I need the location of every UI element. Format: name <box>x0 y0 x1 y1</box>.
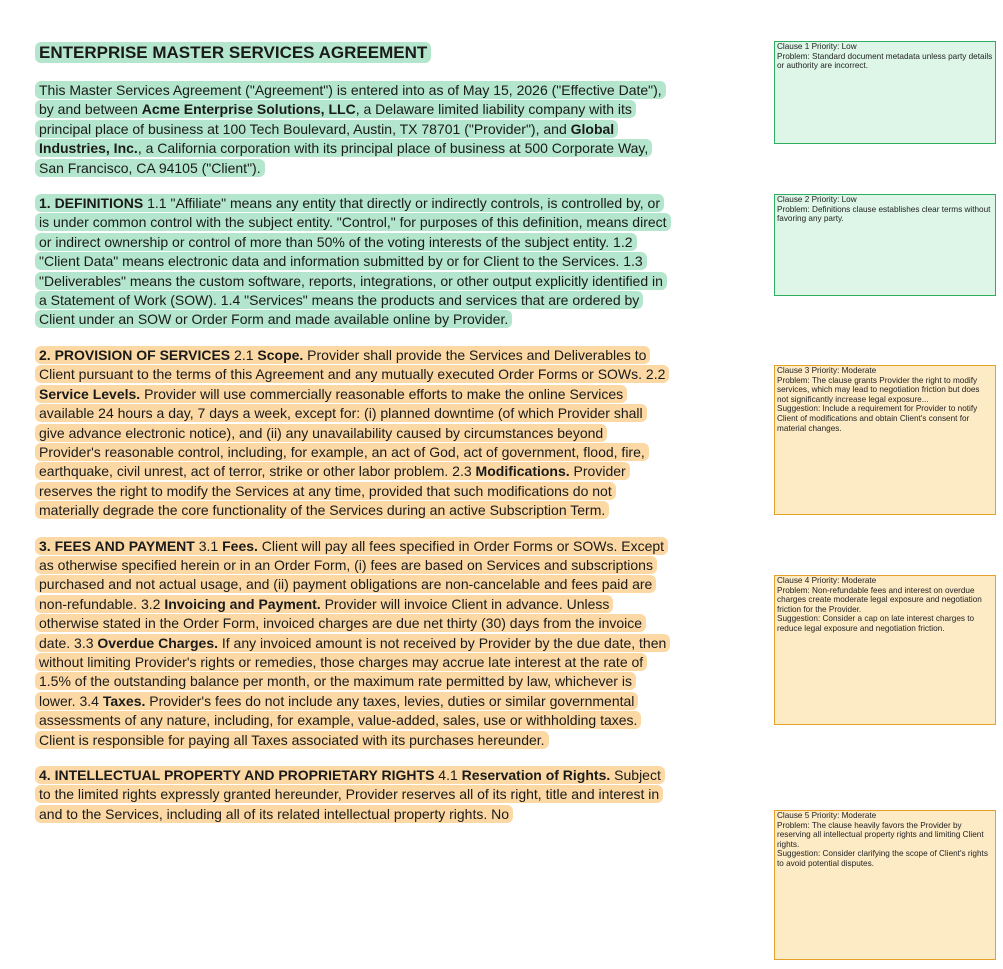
fees-heading: 3. FEES AND PAYMENT <box>39 537 195 554</box>
comment-card-clause-3[interactable] <box>774 365 996 515</box>
fees-text-5: Provider's fees do not include any taxes, levies, duties or similar governmental assessments of any nature, including, for example, value-added, sales, use or withholding taxes. Client is responsible for paying all Taxes associated with its purchases hereunder. <box>39 692 638 748</box>
clause-ip-text <box>35 766 665 823</box>
provider-name: Acme Enterprise Solutions, LLC <box>141 101 356 118</box>
comment-problem: Problem: Definitions clause establishes clear terms without favoring any party. <box>777 204 991 224</box>
fees-text-3: Provider will invoice Client in advance. Unless otherwise stated in the Order Form, invoiced charges are due net thirty (30) days from the invoice date. 3.3 <box>39 595 643 651</box>
fees-text-4: If any invoiced amount is not received by Provider by the due date, then without limiting Provider's rights or remedies, those charges may accrue late interest at the rate of 1.5% of the outstanding balance per month, or the maximum rate permitted by law, whichever is lower. 3.4 <box>39 634 667 709</box>
intro-text-1: This Master Services Agreement ("Agreement") is entered into as of May 15, 2026 ("Effective Date"), by and between <box>39 82 662 118</box>
clause-intro-text <box>35 81 666 177</box>
provision-text-2: Provider shall provide the Services and Deliverables to Client pursuant to the terms of this Agreement and any mutually executed Order Forms or SOWs. 2.2 <box>39 346 666 383</box>
scope-label: Scope. <box>257 346 304 363</box>
comment-card-clause-2[interactable] <box>774 194 996 296</box>
clause-definitions <box>35 194 667 330</box>
clause-provision-of-services <box>35 346 667 521</box>
clause-intro <box>35 81 667 178</box>
clause-provision-text <box>35 346 669 519</box>
comment-header: Clause 5 Priority: Moderate <box>777 811 877 820</box>
reservation-label: Reservation of Rights. <box>461 767 611 783</box>
fees-text-1: 3.1 <box>194 537 223 554</box>
comment-card-clause-4[interactable] <box>774 575 996 725</box>
taxes-label: Taxes. <box>102 692 146 709</box>
agreement-document <box>35 41 667 840</box>
clause-definitions-text <box>35 194 671 328</box>
comment-header: Clause 1 Priority: Low <box>777 42 857 51</box>
comment-header: Clause 4 Priority: Moderate <box>777 576 877 585</box>
provision-heading: 2. PROVISION OF SERVICES <box>39 346 231 363</box>
definitions-heading: 1. DEFINITIONS <box>39 195 144 212</box>
comment-header: Clause 3 Priority: Moderate <box>777 366 877 375</box>
comment-header: Clause 2 Priority: Low <box>777 195 857 204</box>
comment-problem: Problem: The clause grants Provider the right to modify services, which may lead to negotiation friction but does not significantly increase legal exposure... <box>777 375 980 404</box>
comment-suggestion: Suggestion: Consider clarifying the scope of Client's rights to avoid potential disputes. <box>777 849 988 868</box>
ip-text-2: Subject to the limited rights expressly granted hereunder, Provider reserves all of its right, title and interest in and to the Services, including all of its related intellectual property rights. No <box>39 767 661 822</box>
definitions-body: 1.1 "Affiliate" means any entity that directly or indirectly controls, is controlled by, or is under common control with the subject entity. "Control," for purposes of this definition, means direct or indirect ownership or control of more than 50% of the voting interests of the subject entity. 1.2 "Client Data" means electronic data and information submitted by or for Client to the Services. 1.3 "Deliverables" means the custom software, reports, integrations, or other output explicitly identified in a Statement of Work (SOW). 1.4 "Services" means the products and services that are ordered by Client under an SOW or Order Form and made available online by Provider. <box>39 195 667 328</box>
modifications-label: Modifications. <box>475 463 570 480</box>
comment-problem: Problem: Non-refundable fees and interest on overdue charges create moderate legal exposure and negotiation friction for the Provider. <box>777 585 982 614</box>
comment-problem: Problem: Standard document metadata unless party details or authority are incorrect. <box>777 51 993 71</box>
clause-fees-and-payment <box>35 537 667 750</box>
ip-text-1: 4.1 <box>434 767 462 783</box>
document-title <box>35 41 667 65</box>
ip-heading: 4. INTELLECTUAL PROPERTY AND PROPRIETARY RIGHTS <box>39 767 435 783</box>
client-name: Global Industries, Inc. <box>39 120 615 157</box>
title-text: ENTERPRISE MASTER SERVICES AGREEMENT <box>35 42 431 63</box>
invoicing-label: Invoicing and Payment. <box>164 595 321 612</box>
service-levels-label: Service Levels. <box>39 385 141 402</box>
fees-text-2: Client will pay all fees specified in Order Forms or SOWs. Except as otherwise specified herein or in an Order Form, (i) fees are based on Services and subscriptions purchased and not actual usage, and (ii) payment obligations are non-cancelable and fees paid are non-refundable. 3.2 <box>39 537 665 612</box>
provision-text-3: Provider will use commercially reasonable efforts to make the online Services available 24 hours a day, 7 days a week, except for: (i) planned downtime (of which Provider shall give advance electronic notice), and (ii) any unavailability caused by circumstances beyond Provider's reasonable control, including, for example, an act of God, act of government, flood, fire, earthquake, civil unrest, act of terror, strike or other labor problem. 2.3 <box>39 385 645 480</box>
comment-problem: Problem: The clause heavily favors the Provider by reserving all intellectual property rights and limiting Client rights. <box>777 820 984 849</box>
intro-text-3: , a California corporation with its principal place of business at 500 Corporate Way, San Francisco, CA 94105 ("Client"). <box>39 140 649 176</box>
provision-text-1: 2.1 <box>230 346 258 363</box>
comment-suggestion: Suggestion: Include a requirement for Provider to notify Client of modifications and obtain Client's consent for material changes. <box>777 404 978 433</box>
fees-label: Fees. <box>222 537 258 554</box>
provision-text-4: Provider reserves the right to modify the Services at any time, provided that such modifications do not materially degrade the core functionality of the Services during an active Subscription Term. <box>39 463 626 519</box>
comment-card-clause-1[interactable] <box>774 41 996 144</box>
overdue-label: Overdue Charges. <box>97 634 218 651</box>
comment-card-clause-5[interactable] <box>774 810 996 960</box>
clause-fees-text <box>35 537 670 749</box>
comment-suggestion: Suggestion: Consider a cap on late interest charges to reduce legal exposure and negotiation friction. <box>777 614 975 633</box>
intro-text-2: , a Delaware limited liability company with its principal place of business at 100 Tech Boulevard, Austin, TX 78701 ("Provider"), and <box>39 101 632 137</box>
clause-intellectual-property <box>35 766 667 824</box>
